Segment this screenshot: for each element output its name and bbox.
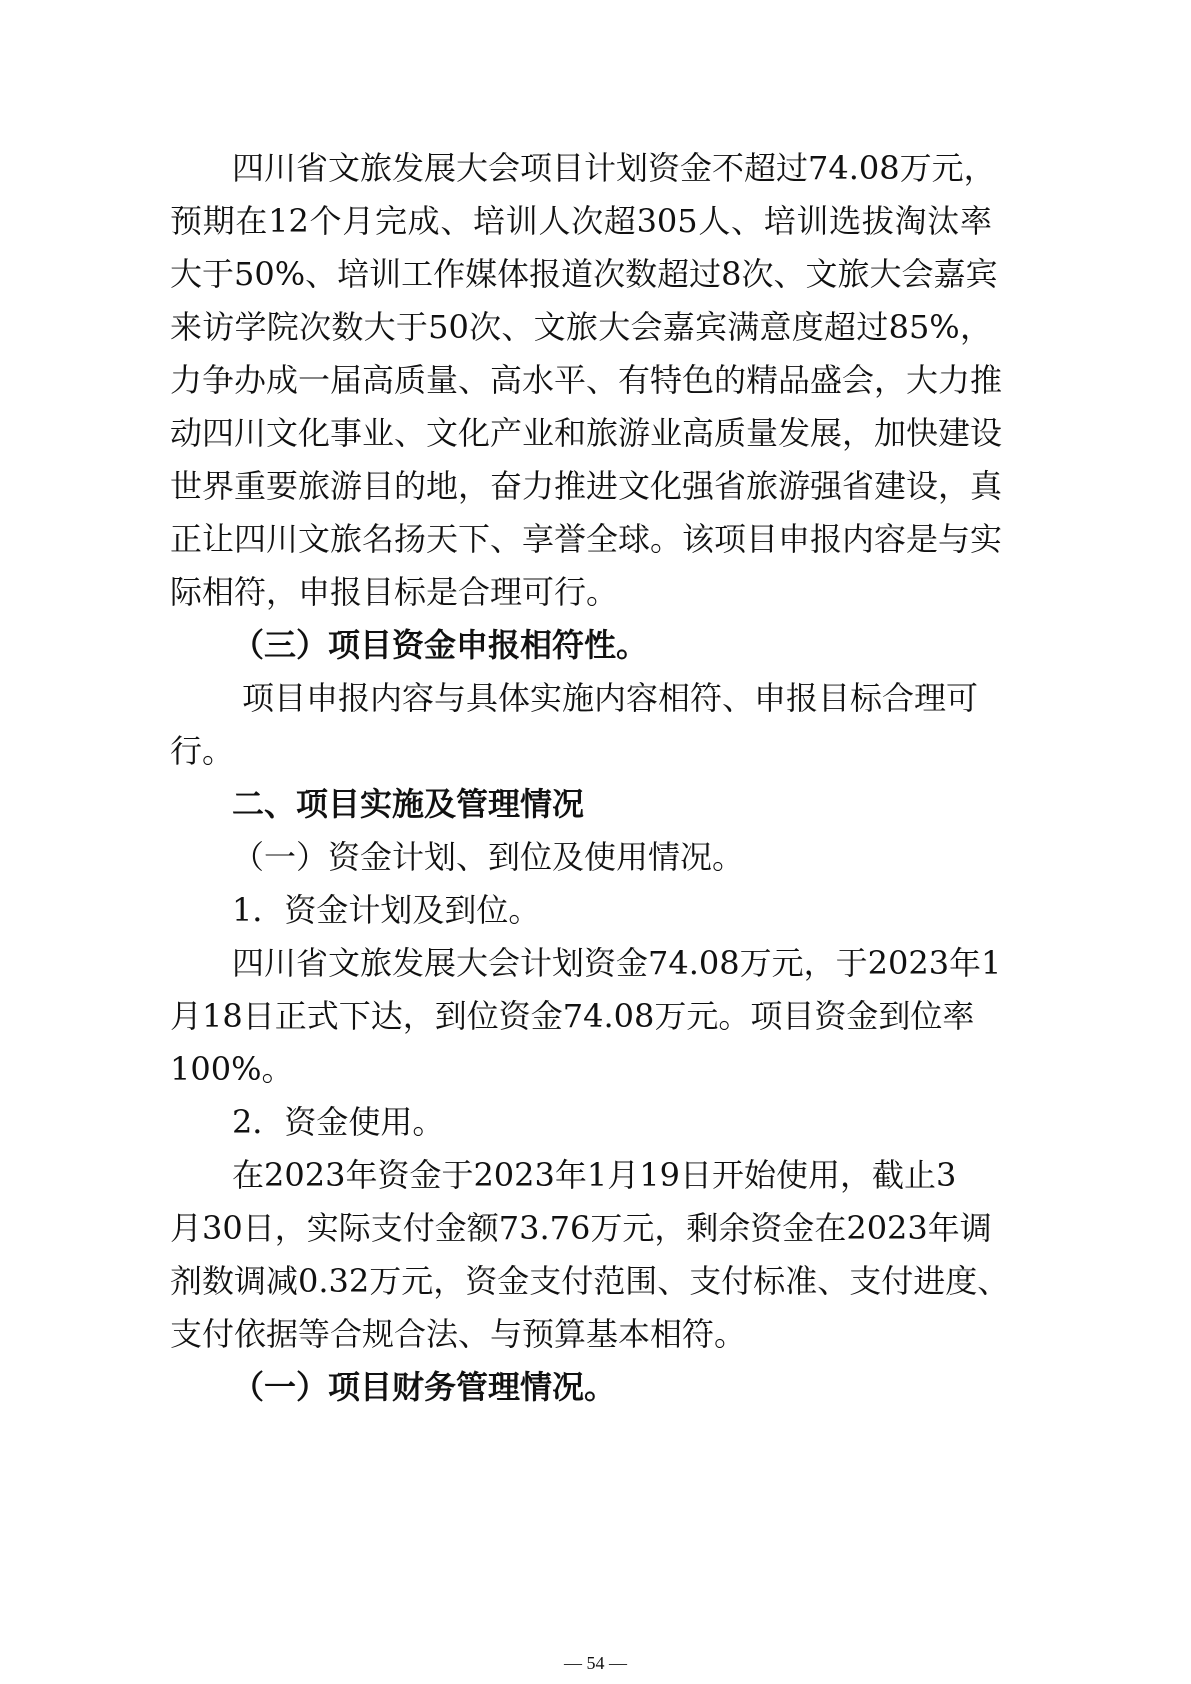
paragraph-line: 来访学院次数大于50次、文旅大会嘉宾满意度超过85%， [170, 308, 992, 346]
numbered-item: 2．资金使用。 [232, 1103, 445, 1141]
section-subheading: （三）项目资金申报相符性。 [232, 626, 649, 664]
numbered-item: 1．资金计划及到位。 [232, 891, 541, 929]
paragraph-line: 世界重要旅游目的地，奋力推进文化强省旅游强省建设，真 [170, 467, 1003, 505]
paragraph-line: 四川省文旅发展大会计划资金74.08万元，于2023年1 [232, 944, 1002, 982]
paragraph-line: 际相符，申报目标是合理可行。 [170, 573, 619, 611]
paragraph-line: 力争办成一届高质量、高水平、有特色的精品盛会，大力推 [170, 361, 1003, 399]
paragraph-line: 在2023年资金于2023年1月19日开始使用，截止3 [232, 1156, 957, 1194]
section-heading: 二、项目实施及管理情况 [232, 785, 585, 823]
paragraph-line: 行。 [170, 732, 235, 770]
paragraph-line: 100%。 [170, 1050, 294, 1088]
paragraph-line: 四川省文旅发展大会项目计划资金不超过74.08万元， [232, 149, 996, 187]
paragraph-line: 支付依据等合规合法、与预算基本相符。 [170, 1315, 747, 1353]
paragraph-line: 预期在12个月完成、培训人次超305人、培训选拔淘汰率 [170, 202, 992, 240]
paragraph-line: 月18日正式下达，到位资金74.08万元。项目资金到位率 [170, 997, 975, 1035]
section-subheading: （一）项目财务管理情况。 [232, 1368, 617, 1406]
paragraph-line: 大于50%、培训工作媒体报道次数超过8次、文旅大会嘉宾 [170, 255, 998, 293]
paragraph-line: 动四川文化事业、文化产业和旅游业高质量发展，加快建设 [170, 414, 1003, 452]
paragraph-line: 月30日，实际支付金额73.76万元，剩余资金在2023年调 [170, 1209, 992, 1247]
paragraph-line: 正让四川文旅名扬天下、享誉全球。该项目申报内容是与实 [170, 520, 1003, 558]
paragraph-line: 剂数调减0.32万元，资金支付范围、支付标准、支付进度、 [170, 1262, 1010, 1300]
section-subheading: （一）资金计划、到位及使用情况。 [232, 838, 745, 876]
page-number: — 54 — [564, 1653, 627, 1673]
paragraph-line: 项目申报内容与具体实施内容相符、申报目标合理可 [242, 679, 979, 717]
